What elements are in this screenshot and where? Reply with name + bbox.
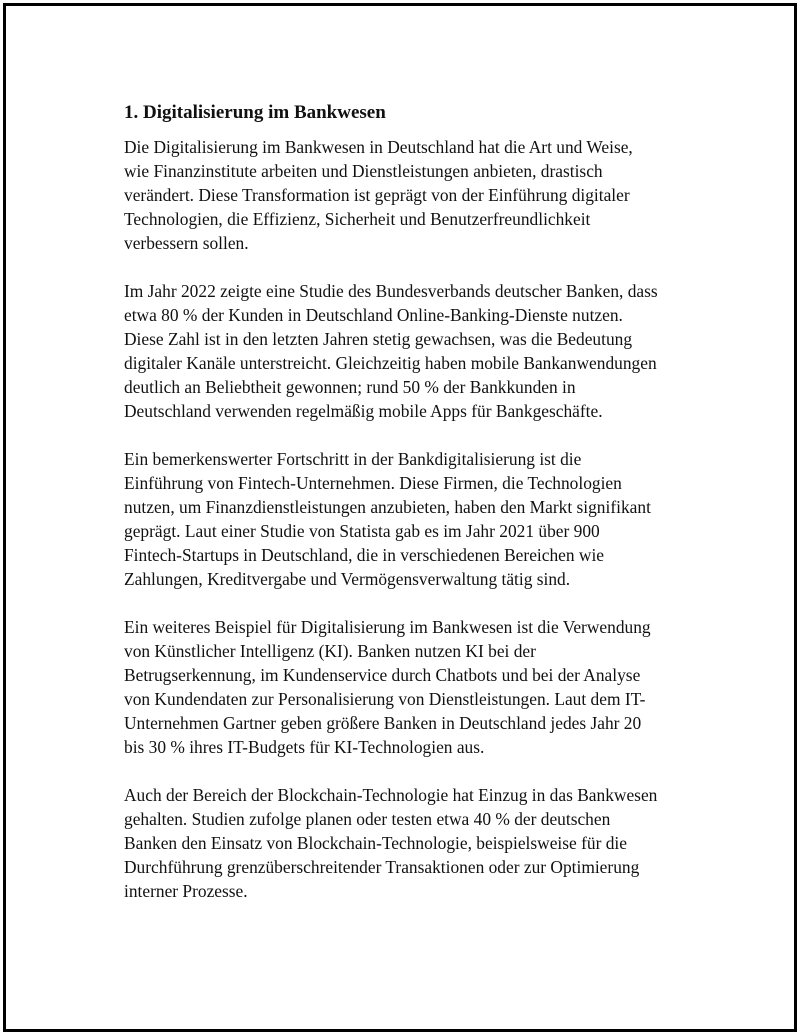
text-line: Ein weiteres Beispiel für Digitalisierung im Bankwesen ist die Verwendung	[124, 617, 651, 637]
text-line: interner Prozesse.	[124, 881, 248, 901]
paragraph-online-banking	[124, 279, 700, 423]
text-line: Einführung von Fintech-Unternehmen. Diese Firmen, die Technologien	[124, 473, 622, 493]
text-line: deutlich an Beliebtheit gewonnen; rund 50 % der Bankkunden in	[124, 377, 576, 397]
text-line: wie Finanzinstitute arbeiten und Dienstleistungen anbieten, drastisch	[124, 161, 603, 181]
text-line: Technologien, die Effizienz, Sicherheit und Benutzerfreundlichkeit	[124, 209, 591, 229]
paragraph-blockchain	[124, 783, 700, 903]
paragraph-ai	[124, 615, 700, 759]
text-line: Zahlungen, Kreditvergabe und Vermögensverwaltung tätig sind.	[124, 569, 571, 589]
text-line: Banken den Einsatz von Blockchain-Technologie, beispielsweise für die	[124, 833, 627, 853]
text-line: digitaler Kanäle unterstreicht. Gleichzeitig haben mobile Bankanwendungen	[124, 353, 657, 373]
text-line: nutzen, um Finanzdienstleistungen anzubieten, haben den Markt signifikant	[124, 497, 651, 517]
text-line: Diese Zahl ist in den letzten Jahren stetig gewachsen, was die Bedeutung	[124, 329, 633, 349]
document-body	[120, 100, 700, 927]
text-line: etwa 80 % der Kunden in Deutschland Online-Banking-Dienste nutzen.	[124, 305, 623, 325]
text-line: von Künstlicher Intelligenz (KI). Banken nutzen KI bei der	[124, 641, 536, 661]
text-line: Im Jahr 2022 zeigte eine Studie des Bundesverbands deutscher Banken, dass	[124, 281, 658, 301]
text-line: Fintech-Startups in Deutschland, die in verschiedenen Bereichen wie	[124, 545, 605, 565]
text-line: gehalten. Studien zufolge planen oder testen etwa 40 % der deutschen	[124, 809, 611, 829]
text-line: Unternehmen Gartner geben größere Banken in Deutschland jedes Jahr 20	[124, 713, 642, 733]
text-line: verbessern sollen.	[124, 233, 249, 253]
page-border	[3, 3, 797, 1032]
text-line: verändert. Diese Transformation ist geprägt von der Einführung digitaler	[124, 185, 630, 205]
text-line: von Kundendaten zur Personalisierung von Dienstleistungen. Laut dem IT-	[124, 689, 646, 709]
text-line: Auch der Bereich der Blockchain-Technologie hat Einzug in das Bankwesen	[124, 785, 658, 805]
text-line: Ein bemerkenswerter Fortschritt in der Bankdigitalisierung ist die	[124, 449, 582, 469]
paragraph-fintech	[124, 447, 700, 591]
section-heading: 1. Digitalisierung im Bankwesen	[124, 102, 386, 123]
text-line: geprägt. Laut einer Studie von Statista gab es im Jahr 2021 über 900	[124, 521, 600, 541]
text-line: Die Digitalisierung im Bankwesen in Deutschland hat die Art und Weise,	[124, 137, 633, 157]
text-line: Deutschland verwenden regelmäßig mobile Apps für Bankgeschäfte.	[124, 401, 603, 421]
paragraph-intro	[124, 135, 700, 255]
text-line: Betrugserkennung, im Kundenservice durch Chatbots und bei der Analyse	[124, 665, 641, 685]
text-line: bis 30 % ihres IT-Budgets für KI-Technologien aus.	[124, 737, 485, 757]
text-line: Durchführung grenzüberschreitender Transaktionen oder zur Optimierung	[124, 857, 640, 877]
